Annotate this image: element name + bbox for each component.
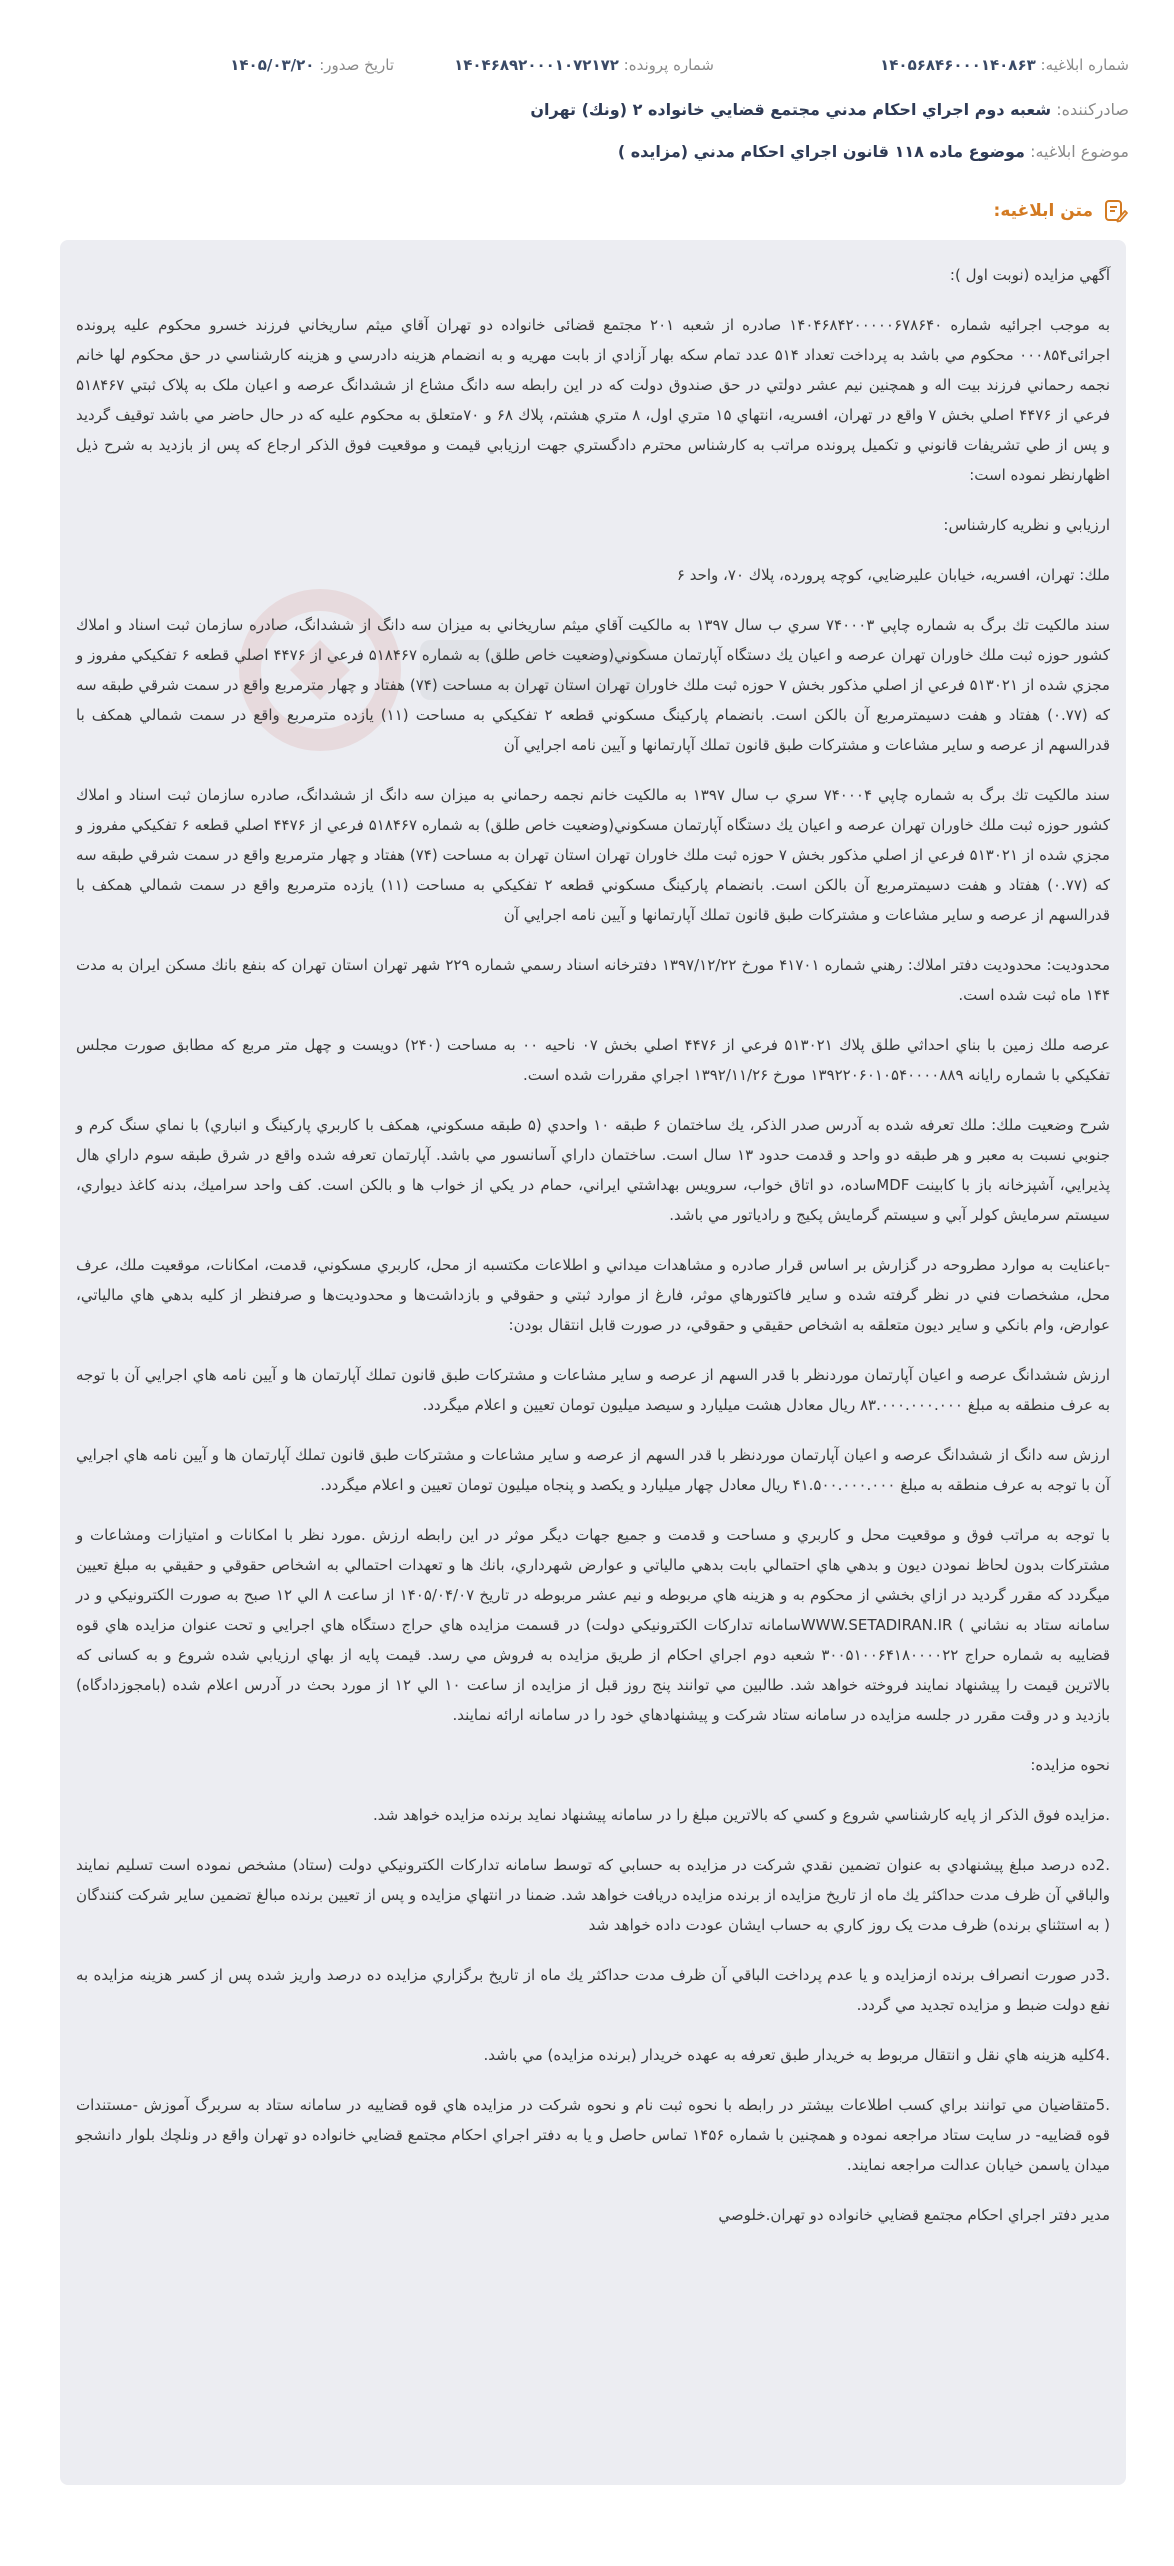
document-edit-icon [1103, 198, 1129, 224]
subject-label: موضوع ابلاغیه: [1030, 142, 1129, 161]
subject-value: موضوع ماده ۱۱۸ قانون اجراي احكام مدني (مزايده ) [617, 142, 1025, 161]
notice-number [880, 56, 1129, 74]
body-paragraph: سند مالكيت تك برگ به شماره چاپي ۷۴۰۰۰۳ سري ب سال ۱۳۹۷ به مالكيت آقاي ميثم ساريخاني به ميزان سه دانگ از ششدانگ، صادره سازمان ثبت اسناد و املاك كشور حوزه ثبت ملك خاوران تهران عرصه و اعيان يك دستگاه آپارتمان مسكوني(وضعيت خاص طلق) به شماره ۵۱۸۴۶۷ فرعي از ۴۴۷۶ اصلي قطعه ۶ تفكيكي مفروز و مجزي شده از ۵۱۳۰۲۱ فرعي از اصلي مذكور بخش ۷ حوزه ثبت ملك خاوران تهران استان تهران به مساحت (۷۴) هفتاد و چهار مترمربع واقع در سمت شرقي طبقه سه كه (۰.۷۷) هفتاد و هفت دسيمترمربع آن بالكن است. بانضمام پاركينگ مسكوني قطعه ۲ تفكيكي به مساحت (۱۱) يازده مترمربع واقع در سمت شمالي همكف با قدرالسهم از عرصه و ساير مشاعات و مشتركات طبق قانون تملك آپارتمانها و آيين نامه اجرايي آن [76, 616, 1110, 754]
issuer-label: صادرکننده: [1056, 100, 1129, 119]
notice-meta-row [220, 56, 1129, 82]
procedure-item: .2ده درصد مبلغ پيشنهادي به عنوان تضمين نقدي شركت در مزايده به حسابي كه توسط سامانه تداركات الكترونيكي دولت (ستاد) مشخص نموده است تسليم نمايند والباقي آن ظرف مدت حداكثر يك ماه از تاريخ مزايده از برنده مزايده دريافت خواهد شد. ضمنا در انتهاي مزايده و پس از تعيين برنده مبالغ تضمين ساير شركت كنندگان ( به استثناي برنده) ظرف مدت يک روز كاري به حساب ايشان عودت داده خواهد شد [76, 1856, 1110, 1934]
body-paragraph: سند مالكيت تك برگ به شماره چاپي ۷۴۰۰۰۴ سري ب سال ۱۳۹۷ به مالكيت خانم نجمه رحماني به ميزان سه دانگ از ششدانگ، صادره سازمان ثبت اسناد و املاك كشور حوزه ثبت ملك خاوران تهران عرصه و اعيان يك دستگاه آپارتمان مسكوني(وضعيت خاص طلق) به شماره ۵۱۸۴۶۷ فرعي از ۴۴۷۶ اصلي قطعه ۶ تفكيكي مفروز و مجزي شده از ۵۱۳۰۲۱ فرعي از اصلي مذكور بخش ۷ حوزه ثبت ملك خاوران تهران استان تهران به مساحت (۷۴) هفتاد و چهار مترمربع واقع در سمت شرقي طبقه سه كه (۰.۷۷) هفتاد و هفت دسيمترمربع آن بالكن است. بانضمام پاركينگ مسكوني قطعه ۲ تفكيكي به مساحت (۱۱) يازده مترمربع واقع در سمت شمالي همكف با قدرالسهم از عرصه و ساير مشاعات و مشتركات طبق قانون تملك آپارتمانها و آيين نامه اجرايي آن [76, 786, 1110, 924]
body-paragraph: محدوديت: محدوديت دفتر املاك: رهني شماره ۴۱۷۰۱ مورخ ۱۳۹۷/۱۲/۲۲ دفترخانه اسناد رسمي شماره ۲۲۹ شهر تهران استان تهران كه بنفع بانك مسكن ايران به مدت ۱۴۴ ماه ثبت شده است. [76, 956, 1110, 1004]
issuer [530, 100, 1129, 119]
notice-body-text [60, 240, 1126, 2230]
body-paragraph: عرصه ملك زمين با بناي احداثي طلق پلاك ۵۱۳۰۲۱ فرعي از ۴۴۷۶ اصلي بخش ۰۷ ناحيه ۰۰ به مساحت (۲۴۰) دويست و چهل متر مربع كه مطابق صورت مجلس تفكيكي با شماره رايانه ۱۳۹۲۲۰۶۰۱۰۵۴۰۰۰۰۸۸۹ مورخ ۱۳۹۲/۱۱/۲۶ اجراي مقررات شده است. [76, 1036, 1110, 1084]
notice-text-title: متن ابلاغیه: [993, 201, 1093, 221]
notice-number-label: شماره ابلاغیه: [1040, 56, 1129, 74]
case-number-label: شماره پرونده: [623, 56, 714, 74]
body-paragraph: ارزش ششدانگ عرصه و اعيان آپارتمان موردنظر با قدر السهم از عرصه و ساير مشاعات و مشتركات طبق قانون تملك آپارتمان ها و آيين نامه هاي اجرايي آن با توجه به عرف منطقه به مبلغ ۸۳.۰۰۰.۰۰۰.۰۰۰ ريال معادل هشت ميليارد و سيصد ميليون تومان تعيين و اعلام ميگردد. [76, 1366, 1110, 1414]
body-paragraph: به موجب اجرائيه شماره ۱۴۰۴۶۸۴۲۰۰۰۰۰۶۷۸۶۴۰ صادره از شعبه ۲۰۱ مجتمع قضائی خانواده دو تهران آقاي ميثم ساريخاني فرزند خسرو محكوم عليه پرونده اجرائی۰۰۰۸۵۴ محكوم مي باشد به پرداخت تعداد ۵۱۴ عدد تمام سکه بهار آزادي از بابت مهريه و به انضمام هزينه دادرسي و هزينه كارشناسي در حق محكوم لها خانم نجمه رحماني فرزند بيت اله و همچنين نيم عشر دولتي در حق صندوق دولت كه در اين رابطه سه دانگ مشاع از ششدانگ عرصه و اعيان ملک به پلاک ثبتي ۵۱۸۴۶۷ فرعي از ۴۴۷۶ اصلي بخش ۷ واقع در تهران، افسريه، انتهاي ۱۵ متري اول، ۸ متري هشتم، پلاك ۶۸ و ۷۰متعلق به محکوم عليه كه در حال حاضر مي باشد توقيف گرديد و پس از طي تشريفات قانوني و تكميل پرونده مراتب به كارشناس محترم دادگستري جهت ارزيابي قيمت و موقعيت فوق الذكر ارجاع كه پس از بازديد به شرح ذيل اظهارنظر نموده است: [76, 316, 1111, 484]
issue-date-value: ۱۴۰۵/۰۳/۲۰ [230, 56, 315, 74]
property-address: ملك: تهران، افسريه، خيابان عليرضايي، كوچه پرورده، پلاك ۷۰، واحد ۶ [676, 566, 1110, 584]
procedure-item: .5متقاضيان مي توانند براي كسب اطلاعات بيشتر در رابطه با نحوه ثبت نام و نحوه شركت در مزايده هاي قوه قضاييه در سامانه ستاد به سربرگ آموزش -مستندات قوه قضاييه- در سايت ستاد مراجعه نموده و همچنين با شماره ۱۴۵۶ تماس حاصل و يا به دفتر اجراي احكام مجتمع قضايي خانواده دو تهران واقع در ونلچك بلوار دانشجو ميدان ياسمن خيابان عدالت مراجعه نمايند. [76, 2096, 1110, 2174]
procedure-heading: نحوه مزايده: [1030, 1756, 1110, 1774]
notice-number-value: ۱۴۰۵۶۸۴۶۰۰۰۱۴۰۸۶۳ [880, 56, 1036, 74]
issue-date [230, 56, 394, 74]
procedure-item: .مزايده فوق الذكر از پايه كارشناسي شروع و كسي كه بالاترين مبلغ را در سامانه پيشنهاد نمايد برنده مزايده خواهد شد. [373, 1806, 1110, 1824]
case-number-value: ۱۴۰۴۶۸۹۲۰۰۰۱۰۷۲۱۷۲ [454, 56, 619, 74]
subject [618, 142, 1129, 161]
procedure-item: .3در صورت انصراف برنده ازمزايده و يا عدم پرداخت الباقي آن ظرف مدت حداكثر يك ماه از تاريخ برگزاري مزايده ده درصد واريز شده پس از كسر هزينه مزايده به نفع دولت ضبط و مزايده تجديد مي گردد. [76, 1966, 1110, 2014]
notice-body-panel [60, 240, 1126, 2485]
case-number [454, 56, 714, 74]
notice-header [0, 0, 1174, 190]
issuer-value: شعبه دوم اجراي احكام مدني مجتمع قضايي خانواده ۲ (ونك) تهران [530, 100, 1052, 119]
procedure-item: .4كليه هزينه هاي نقل و انتقال مربوط به خريدار طبق تعرفه به عهده خريدار (برنده مزايده) مي باشد. [483, 2046, 1110, 2064]
appraisal-heading: ارزيابي و نظريه كارشناس: [943, 516, 1110, 534]
notice-text-heading [994, 198, 1129, 224]
signature-line: مدير دفتر اجراي احكام مجتمع قضايي خانواده دو تهران.خلوصي [718, 2206, 1110, 2224]
body-paragraph: -باعنايت به موارد مطروحه در گزارش بر اساس قرار صادره و مشاهدات ميداني و اطلاعات مكتسبه از محل، كاربري مسكوني، قدمت، امكانات، موقعيت ملك، عرف محل، مشخصات فني در نظر گرفته شده و ساير فاكتورهاي موثر، فارغ از موارد ثبتي و حقوقي و بازداشت‌ها و محدوديت‌ها و صرفنظر از كليه بدهي هاي مالياتي، عوارض، وام بانكي و ساير ديون متعلقه به اشخاص حقيقي و حقوقي، در صورت قابل انتقال بودن: [76, 1256, 1110, 1334]
body-paragraph: شرح وضعيت ملك: ملك تعرفه شده به آدرس صدر الذكر، يك ساختمان ۶ طبقه ۱۰ واحدي (۵ طبقه مسكوني، همكف با كاربري پاركينگ و انباري) با نماي سنگ كرم و جنوبي نسبت به معبر و هر طبقه دو واحد و قدمت حدود ۱۳ سال است. ساختمان داراي آسانسور مي باشد. آپارتمان تعرفه شده واقع در شرق طبقه سوم داراي هال پذيرايي، آشپزخانه باز با كابينت MDFساده، دو اتاق خواب، سرويس بهداشتي ايراني، حمام در يكي از خواب ها و بالكن است. كف واحد سراميك، بدنه كاغذ ديواري، سيستم سرمايش كولر آبي و سيستم گرمايش پكيج و رادياتور مي باشد. [76, 1116, 1110, 1224]
body-paragraph: با توجه به مراتب فوق و موقعيت محل و كاربري و مساحت و قدمت و جميع جهات ديگر موثر در اين رابطه ارزش .مورد نظر با امكانات و امتيازات ومشاعات و مشتركات بدون لحاظ نمودن ديون و بدهي هاي احتمالي بابت بدهي مالياتي و عوارض شهرداري، بانك ها و تعهدات احتمالي به اشخاص حقوقي و حقيقي به مبلغ تعيين ميگردد كه مقرر گرديد در ازاي بخشي از محكوم به و هزينه هاي مربوطه و نيم عشر مربوطه در تاريخ ۱۴۰۵/۰۴/۰۷ از ساعت ۸ الي ۱۲ صبح به صورت الكترونيكي و در سامانه ستاد به نشاني ) WWW.SETADIRAN.IRسامانه تداركات الكترونيكي دولت) در قسمت مزايده هاي حراج دستگاه هاي اجرايي و تحت عنوان مزايده هاي قوه قضاييه به شماره حراج ۳۰۰۵۱۰۰۶۴۱۸۰۰۰۰۲۲ شعبه دوم اجراي احكام از طريق مزايده به فروش مي رسد. قيمت پايه از بهاي ارزيابي شده شروع و به كسانی كه بالاترين قيمت را پيشنهاد نمايند فروخته خواهد شد. طالبين مي توانند پنج روز قبل از مزايده از ساعت ۱۰ الي ۱۲ از مورد بحث در آدرس اعلام شده (بامجوزدادگاه) بازديد و در وقت مقرر در جلسه مزايده در سامانه ستاد شركت و پيشنهادهاي خود را در سامانه ارائه نمايند. [76, 1526, 1111, 1724]
issue-date-label: تاریخ صدور: [319, 56, 394, 74]
auction-heading: آگهي مزايده (نوبت اول ): [949, 266, 1110, 284]
body-paragraph: ارزش سه دانگ از ششدانگ عرصه و اعيان آپارتمان موردنظر با قدر السهم از عرصه و ساير مشاعات و مشتركات طبق قانون تملك آپارتمان ها و آيين نامه هاي اجرايي آن با توجه به عرف منطقه به مبلغ ۴۱.۵۰۰.۰۰۰.۰۰۰ ريال معادل چهار ميليارد و يكصد و پنجاه ميليون تومان تعيين و اعلام ميگردد. [76, 1446, 1110, 1494]
